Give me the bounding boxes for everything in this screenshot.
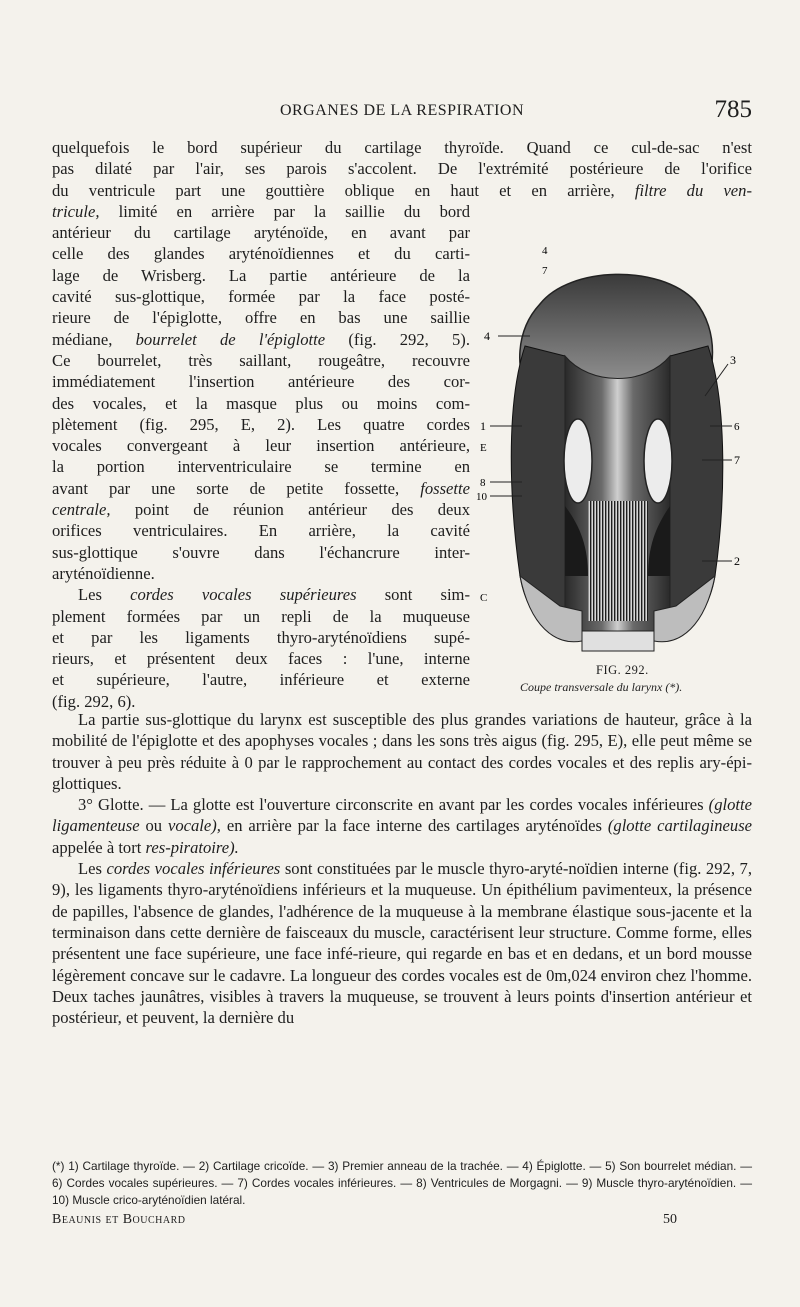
figure-marker: 3 (730, 353, 736, 367)
text-line: médiane, bourrelet de l'épiglotte (fig. 292, 5). (52, 329, 470, 349)
ventricle-right (644, 419, 672, 503)
figure-caption (520, 663, 800, 695)
signature-line (52, 1212, 752, 1228)
tracheal-ring (582, 631, 654, 651)
text-line: aryténoïdienne. (52, 563, 155, 583)
text-line: des vocales, et la masque plus ou moins com- (52, 393, 470, 413)
text-line: et par les ligaments thyro-aryténoïdiens supé- (52, 627, 470, 647)
text-line: centrale, point de réunion antérieur des deux (52, 500, 470, 520)
figure-marker: 4 (542, 246, 548, 257)
figure-marker: 10 (476, 491, 487, 503)
text-line: orifices ventriculaires. En arrière, la cavité (52, 521, 470, 541)
signature-authors: Beaunis et Bouchard (52, 1212, 186, 1227)
footnote: (*) 1) Cartilage thyroïde. — 2) Cartilage cricoïde. — 3) Premier anneau de la trachée. — 4) Épiglotte. — 5) Son bourrelet médian. — 6) Cordes vocales supérieures. — 7) Cordes vocales inférieures. — 8) Ventricules de Morgagni. — 9) Muscle thyro-aryténoïdien. — 10) Muscle crico-aryténoïdien latéral. (52, 1159, 752, 1207)
text-line: rieurs, et présentent deux faces : l'une, interne (52, 649, 470, 669)
text-line: celle des glandes aryténoïdiennes et du carti- (52, 244, 470, 264)
signature-number: 50 (663, 1212, 677, 1227)
text-line: plètement (fig. 295, E, 2). Les quatre cordes (52, 414, 470, 434)
paragraph-cordes-inferieures: Les cordes vocales inférieures sont constituées par le muscle thyro-aryté-noïdien interne (fig. 292, 7, 9), les ligaments thyro-aryténoïdiens inférieurs et la muqueuse. Un épithélium pavimenteux, la présence de papilles, l'absence de glandes, l'adhérence de la muqueuse à la membrane élastique sous-jacente et la terminaison dans cette dernière de faisceaux du muscle, caractérisent leur structure. Comme forme, elles présentent une face supérieure, une face infé-rieure, qui regarde en bas et en dedans, et un bord mousse légèrement concave sur le cadavre. La longueur des cordes vocales est de 0m,024 environ chez l'homme. Deux taches jaunâtres, visibles à travers la muqueuse, se trouvent à leurs points d'insertion antérieur et postérieur, et peuvent, la dernière du (52, 859, 752, 1028)
text-line: immédiatement l'insertion antérieure des cor- (52, 372, 470, 392)
figure-marker: 7 (734, 453, 740, 467)
text-line: sus-glottique s'ouvre dans l'échancrure inter- (52, 542, 470, 562)
figure-marker: C (480, 592, 488, 604)
figure-label: FIG. 292. (596, 663, 649, 677)
text-line: plement formées par un repli de la muqueuse (52, 606, 470, 626)
text-line: Ce bourrelet, très saillant, rougeâtre, recouvre (52, 350, 470, 370)
text-line: pas dilaté par l'air, ses parois s'accolent. De l'extrémité postérieure de l'orifice (52, 159, 752, 179)
text-line: (fig. 292, 6). (52, 691, 136, 711)
text-line: lage de Wrisberg. La partie antérieure de la (52, 265, 470, 285)
figure-marker: E (480, 442, 487, 454)
figure-marker: 8 (480, 477, 486, 489)
figure-title: Coupe transversale du larynx (*). (520, 680, 683, 694)
text-line: cavité sus-glottique, formée par la face posté- (52, 287, 470, 307)
figure-marker: 1 (480, 419, 486, 433)
text-line: la portion interventriculaire se termine en (52, 457, 470, 477)
figure-marker: 7 (542, 265, 548, 277)
text-line: rieure de l'épiglotte, offre en bas une saillie (52, 308, 470, 328)
paragraph-sus-glottique: La partie sus-glottique du larynx est susceptible des plus grandes variations de hauteur, grâce à la mobilité de l'épiglotte et des apophyses vocales ; dans les sons très aigus (fig. 295, E), elle peut même se trouver à peu près réduite à 0 par le rapprochement au contact des cordes vocales et des replis ary-épi-glottiques. (52, 710, 752, 793)
text-line: tricule, limité en arrière par la saillie du bord (52, 201, 470, 221)
figure-marker: 2 (734, 554, 740, 568)
text-line: et supérieure, l'autre, inférieure et externe (52, 670, 470, 690)
text-line: vocales convergeant à leur insertion antérieure, (52, 436, 470, 456)
text-line: Les cordes vocales supérieures sont sim- (78, 585, 470, 605)
paragraph-glotte: 3° Glotte. — La glotte est l'ouverture circonscrite en avant par les cordes vocales inférieures (glotte ligamenteuse ou vocale), en arrière par la face interne des cartilages aryténoïdes (glotte cartilagineuse appelée à tort res-piratoire). (52, 795, 753, 857)
ventricle-left (564, 419, 592, 503)
larynx-figure (470, 246, 750, 666)
body-text-lower (52, 709, 752, 1028)
text-line: du ventricule part une gouttière oblique en haut et en arrière, filtre du ven- (52, 180, 752, 200)
running-title: ORGANES DE LA RESPIRATION (279, 102, 525, 119)
page-number: 785 (714, 96, 752, 123)
text-line: antérieur du cartilage aryténoïde, en avant par (52, 223, 470, 243)
text-line: quelquefois le bord supérieur du cartilage thyroïde. Quand ce cul-de-sac n'est (52, 138, 752, 157)
figure-marker: 6 (734, 421, 740, 433)
figure-marker: 4 (484, 329, 490, 343)
text-line: avant par une sorte de petite fossette, fossette (52, 478, 470, 498)
running-header (52, 96, 752, 126)
glottis-hatching (588, 501, 648, 621)
